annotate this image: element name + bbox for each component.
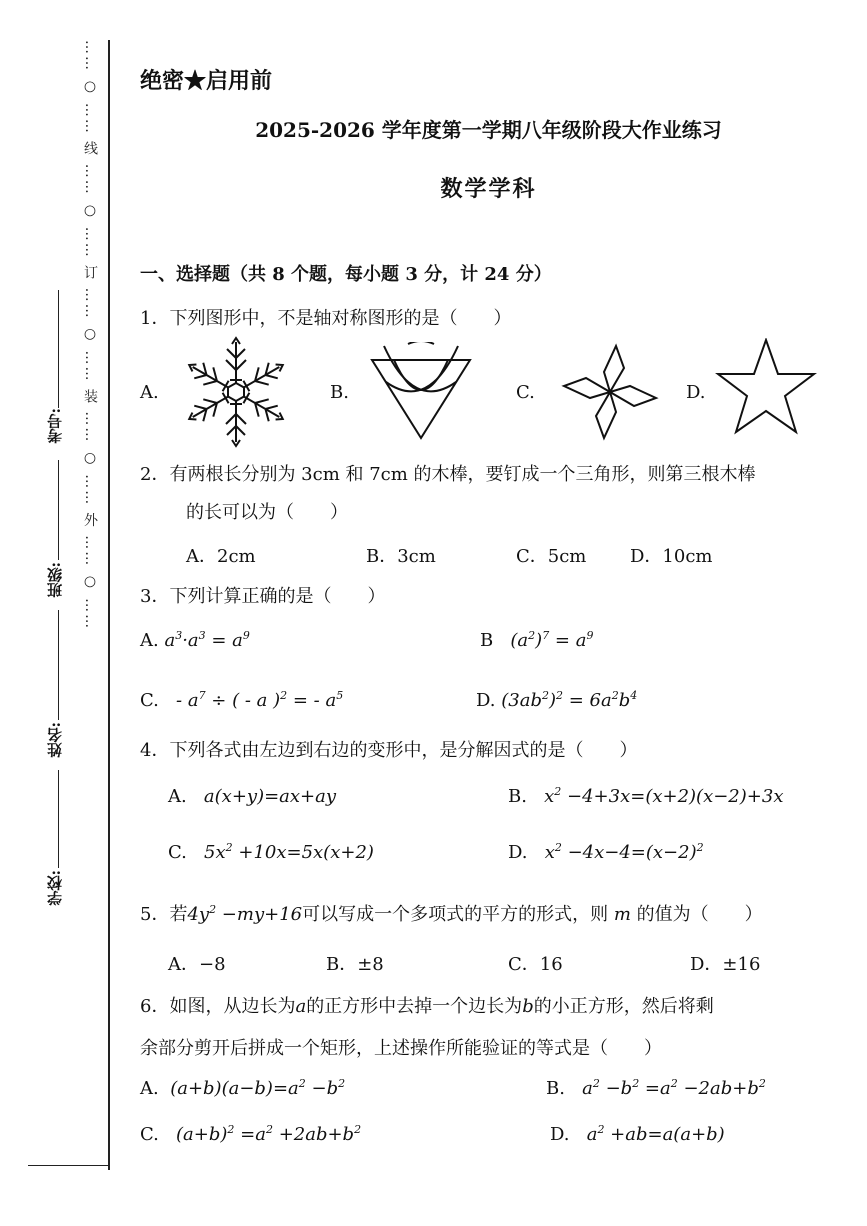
question-2-stem-line2: 的长可以为（ ）: [186, 502, 348, 523]
school-field[interactable]: [58, 770, 59, 868]
class-field[interactable]: [58, 460, 59, 560]
q5-option-a[interactable]: A．−8: [168, 954, 226, 975]
snowflake-icon: [180, 336, 292, 448]
q4-option-a-formula: a(x+y)=ax+ay: [192, 786, 337, 807]
name-label: 姓名:: [46, 722, 64, 758]
exam-number-field[interactable]: [58, 290, 59, 408]
q3-option-c[interactable]: [140, 690, 343, 711]
q2-option-d[interactable]: D．10cm: [630, 546, 713, 567]
q2-option-a[interactable]: A．2cm: [186, 546, 256, 567]
q5-option-c[interactable]: C．16: [508, 954, 563, 975]
q3-option-a-label: A.: [140, 630, 159, 651]
q6-option-b[interactable]: [546, 1078, 766, 1099]
q6-option-c-formula: $(a+b)^2 =a^2 +2ab+b^2$: [164, 1123, 362, 1145]
q4-option-b-label: B.: [508, 786, 527, 807]
question-5-stem: [140, 900, 763, 926]
q3-option-a[interactable]: [140, 630, 250, 651]
q5-stem-end: 的值为（ ）: [636, 904, 763, 925]
q2-option-c[interactable]: C．5cm: [516, 546, 587, 567]
q5-option-b[interactable]: B．±8: [326, 954, 384, 975]
q6-option-a[interactable]: [140, 1078, 345, 1099]
question-3-stem: 3．下列计算正确的是（ ）: [140, 586, 386, 607]
class-label: 班级:: [46, 562, 64, 598]
binding-margin: [0, 0, 110, 1226]
q5-stem-prefix: 5．若: [140, 904, 188, 925]
q6-option-b-formula: $a^2 -b^2 =a^2 -2ab+b^2$: [570, 1077, 766, 1099]
q4-option-c-label: C.: [168, 842, 187, 863]
q6-stem-a: 6．如图，从边长为: [140, 996, 296, 1017]
margin-bottom-rule: [28, 1165, 110, 1166]
question-6-stem-line2: 余部分剪开后拼成一个矩形，上述操作所能验证的等式是（ ）: [140, 1038, 662, 1059]
q4-option-d[interactable]: [508, 842, 704, 863]
q4-option-a[interactable]: [168, 786, 336, 807]
q1-option-c-label[interactable]: C.: [516, 382, 535, 403]
q3-option-d[interactable]: [476, 690, 637, 711]
seal-dotted-line: …… ○ …… 线 …… ○ …… 订 …… ○ …… 装 …… ○ …… 外 …… ○ ……: [82, 40, 98, 631]
q6-option-d-label: D.: [550, 1124, 570, 1145]
subject-title: 数学学科: [440, 176, 537, 202]
question-2-stem-line1: 2．有两根长分别为 3cm 和 7cm 的木棒，要钉成一个三角形，则第三根木棒: [140, 464, 756, 485]
exam-number-label: 考号:: [46, 408, 64, 444]
confidential-mark: 绝密★启用前: [140, 68, 273, 94]
q4-option-d-formula: $x^2 -4x-4=(x-2)^2$: [533, 841, 704, 863]
q6-option-d[interactable]: [550, 1124, 725, 1145]
q5-variable: m: [608, 904, 637, 925]
q1-option-d-label[interactable]: D.: [686, 382, 706, 403]
q6-option-c[interactable]: [140, 1124, 361, 1145]
q4-option-d-label: D.: [508, 842, 528, 863]
question-4-stem: 4．下列各式由左边到右边的变形中，是分解因式的是（ ）: [140, 740, 638, 761]
q6-option-b-label: B.: [546, 1078, 565, 1099]
name-field[interactable]: [58, 610, 59, 720]
q3-option-b-formula: $(a^2)^7 = a^9$: [498, 629, 594, 651]
section-heading: 一、选择题（共 8 个题，每小题 3 分，计 24 分）: [140, 264, 552, 285]
q2-option-b[interactable]: B．3cm: [366, 546, 436, 567]
q3-option-d-formula: $(3ab^2)^2 = 6a^2b^4$: [501, 689, 638, 711]
question-6-stem-line1: [140, 992, 714, 1018]
q4-option-a-label: A.: [168, 786, 187, 807]
q5-stem-suffix: 可以写成一个多项式的平方的形式，则: [302, 904, 609, 925]
q6-stem-c: 的小正方形，然后将剩: [533, 996, 714, 1017]
q3-option-d-label: D.: [476, 690, 496, 711]
q3-option-c-formula: - $a^7$ ÷ ( - a )$^2$ = - $a^5$: [164, 689, 344, 711]
q6-stem-b: 的正方形中去掉一个边长为: [306, 996, 523, 1017]
pinwheel-icon: [552, 340, 668, 444]
star-icon: [714, 338, 818, 442]
q1-option-a-label[interactable]: A.: [140, 382, 159, 403]
q3-option-a-formula: $a^3\cdot a^3 = a^9$: [164, 629, 250, 651]
q1-option-b-label[interactable]: B.: [330, 382, 349, 403]
exam-title: 2025-2026 学年度第一学期八年级阶段大作业练习: [255, 118, 722, 142]
q5-option-d[interactable]: D．±16: [690, 954, 761, 975]
q6-option-d-formula: $a^2 +ab=a(a+b)$: [575, 1123, 725, 1145]
q6-option-c-label: C.: [140, 1124, 159, 1145]
question-1-stem: 1．下列图形中，不是轴对称图形的是（ ）: [140, 308, 512, 329]
triangle-knot-icon: [368, 342, 474, 442]
q3-option-c-label: C.: [140, 690, 159, 711]
q4-option-b-formula: $x^2 -4+3x=(x+2)(x-2)+3x$: [532, 785, 784, 807]
seal-divider: [108, 40, 110, 1170]
q6-option-a-label: A.: [140, 1078, 159, 1099]
q3-option-b-label: B: [480, 630, 494, 651]
q4-option-c[interactable]: [168, 842, 374, 863]
q6-var-a: a: [295, 996, 307, 1017]
school-label: 学校:: [46, 870, 64, 906]
q3-option-b[interactable]: [480, 630, 593, 651]
q6-option-a-formula: $(a+b)(a-b)=a^2 -b^2$: [164, 1077, 346, 1099]
q6-var-b: b: [522, 996, 534, 1017]
q5-expression: $4y^2 -my+16$: [187, 903, 303, 925]
q4-option-b[interactable]: [508, 786, 783, 807]
q4-option-c-formula: $5x^2 +10x=5x(x+2)$: [192, 841, 374, 863]
